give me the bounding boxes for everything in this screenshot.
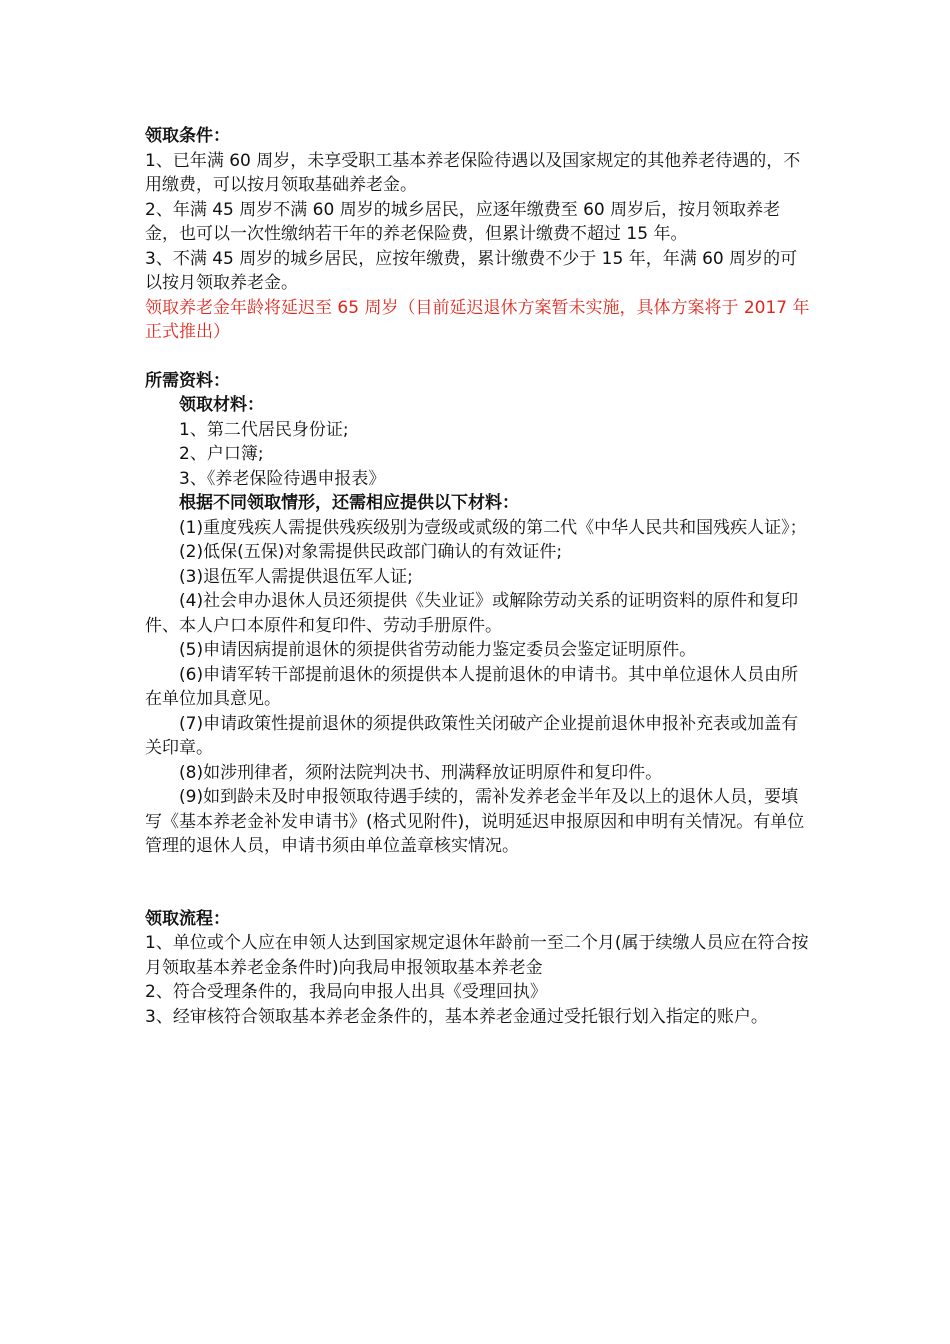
case-item-8: (8)如涉刑律者，须附法院判决书、刑满释放证明原件和复印件。 — [179, 762, 663, 783]
spacer — [145, 345, 810, 369]
material-item-1: 1、第二代居民身份证; — [179, 419, 349, 440]
process-step-3: 3、经审核符合领取基本养老金条件的，基本养老金通过受托银行划入指定的账户。 — [145, 1006, 768, 1027]
subheading-extra-materials: 根据不同领取情形，还需相应提供以下材料： — [179, 493, 519, 513]
process-step-2: 2、符合受理条件的，我局向申报人出具《受理回执》 — [145, 982, 547, 1002]
process-step-1: 1、单位或个人应在申领人达到国家规定退休年龄前一至二个月(属于续缴人员应在符合按月领取基本养老金条件时)向我局申报领取基本养老金 — [145, 933, 809, 978]
retirement-age-note: 领取养老金年龄将延迟至 65 周岁（目前延迟退休方案暂未实施，具体方案将于 2017 年正式推出） — [145, 297, 810, 342]
case-item-1: (1)重度残疾人需提供残疾级别为壹级或贰级的第二代《中华人民共和国残疾人证》； — [179, 517, 807, 538]
material-item-3: 3、《养老保险待遇申报表》 — [179, 468, 386, 489]
subheading-collect-materials: 领取材料： — [179, 395, 264, 415]
case-item-7: (7)申请政策性提前退休的须提供政策性关闭破产企业提前退休申报补充表或加盖有关印章。 — [145, 713, 799, 758]
material-item-2: 2、户口簿; — [179, 444, 264, 464]
case-item-2: (2)低保(五保)对象需提供民政部门确认的有效证件; — [179, 542, 563, 562]
section-heading-materials: 所需资料： — [145, 370, 230, 391]
section-heading-process: 领取流程： — [145, 908, 230, 929]
condition-item-3: 3、不满 45 周岁的城乡居民，应按年缴费，累计缴费不少于 15 年，年满 60 周岁的可以按月领取养老金。 — [145, 248, 798, 293]
spacer — [145, 859, 810, 907]
case-item-6: (6)申请军转干部提前退休的须提供本人提前退休的申请书。其中单位退休人员由所在单位加具意见。 — [145, 664, 799, 709]
case-item-4: (4)社会申办退休人员还须提供《失业证》或解除劳动关系的证明资料的原件和复印件、本人户口本原件和复印件、劳动手册原件。 — [145, 591, 799, 636]
section-heading-conditions: 领取条件： — [145, 126, 230, 146]
case-item-5: (5)申请因病提前退休的须提供省劳动能力鉴定委员会鉴定证明原件。 — [179, 640, 697, 660]
document-page — [145, 124, 810, 1029]
condition-item-1: 1、已年满 60 周岁，未享受职工基本养老保险待遇以及国家规定的其他养老待遇的，不用缴费，可以按月领取基础养老金。 — [145, 150, 801, 195]
case-item-3: (3)退伍军人需提供退伍军人证; — [179, 566, 413, 587]
case-item-9: (9)如到龄未及时申报领取待遇手续的，需补发养老金半年及以上的退休人员，要填写《基本养老金补发申请书》(格式见附件)，说明延迟申报原因和申明有关情况。有单位管理的退休人员，申请书须由单位盖章核实情况。 — [145, 787, 805, 856]
condition-item-2: 2、年满 45 周岁不满 60 周岁的城乡居民，应逐年缴费至 60 周岁后，按月领取养老金，也可以一次性缴纳若干年的养老保险费，但累计缴费不超过 15 年。 — [145, 199, 781, 244]
